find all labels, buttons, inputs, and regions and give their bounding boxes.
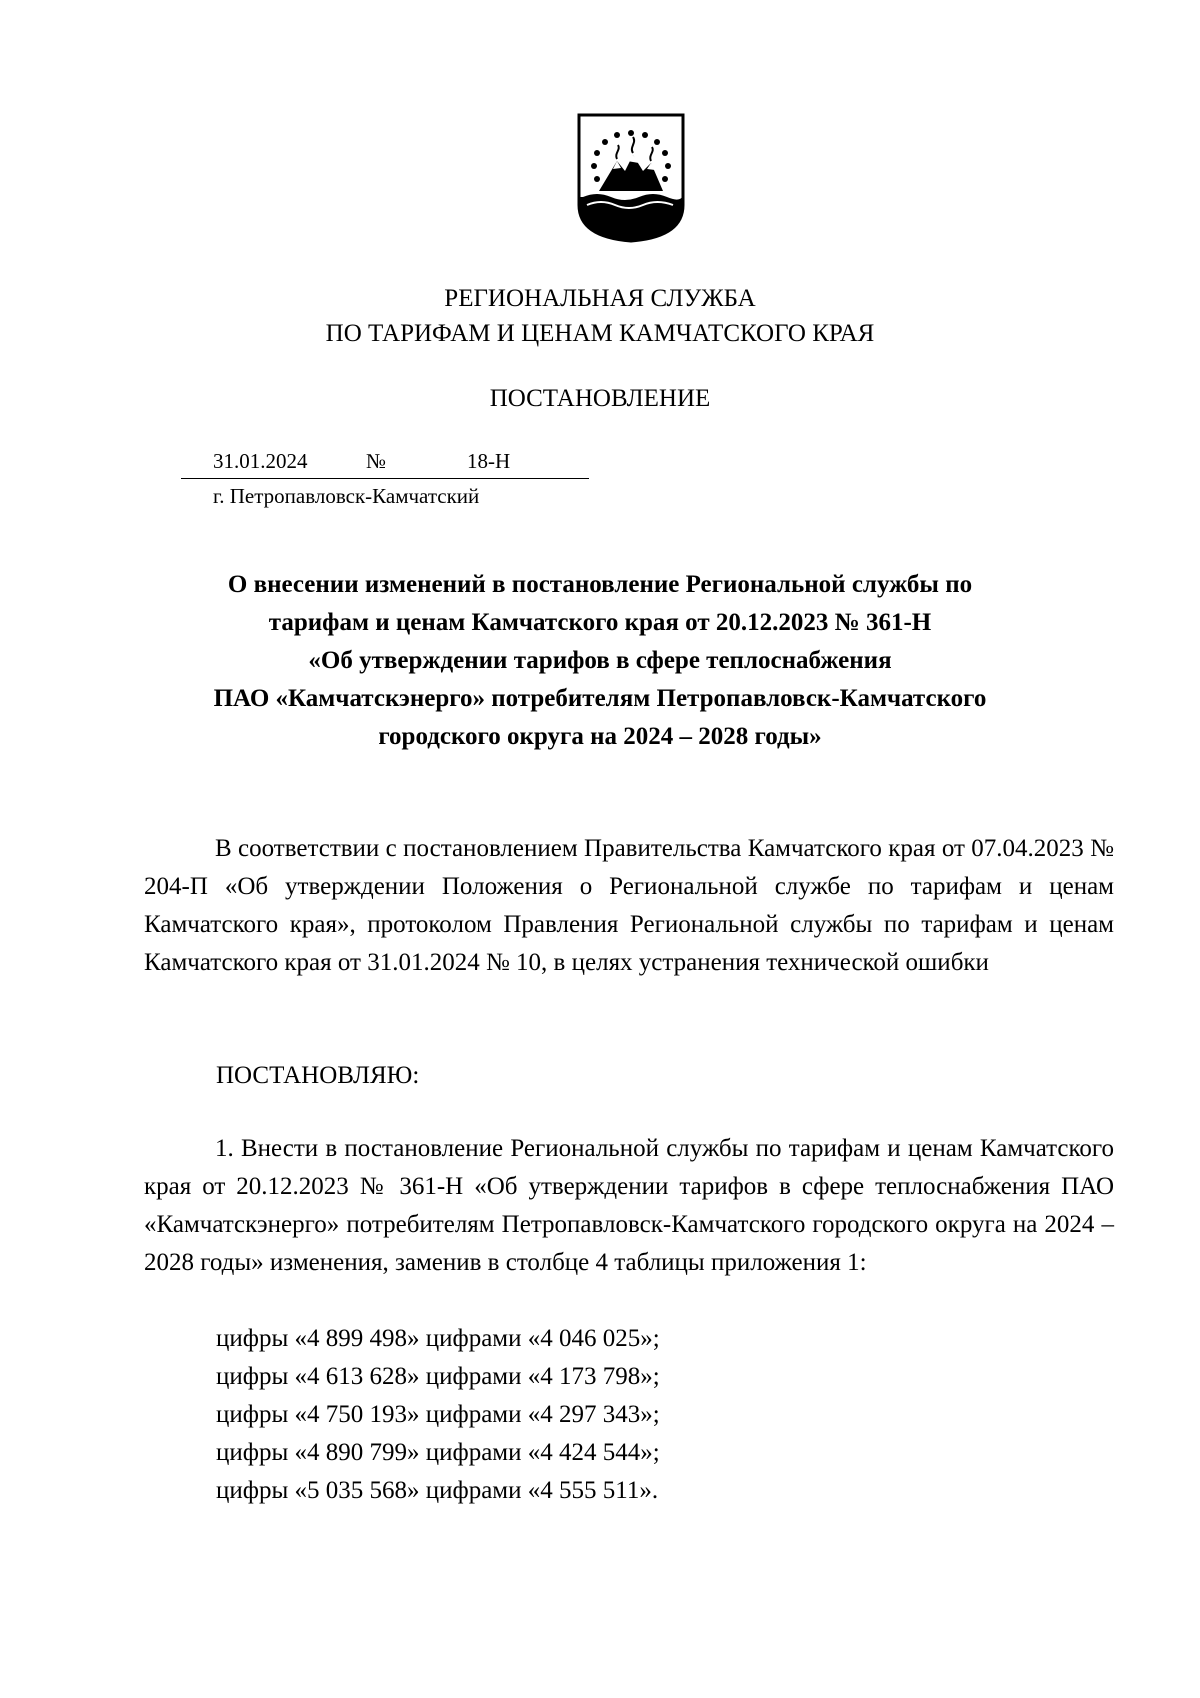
coat-of-arms-icon [577, 113, 685, 243]
organization-name-line2: ПО ТАРИФАМ И ЦЕНАМ КАМЧАТСКОГО КРАЯ [325, 320, 875, 347]
title-line: О внесении изменений в постановление Региональной службы по [227, 571, 973, 598]
replacement-item: цифры «4 899 498» цифрами «4 046 025»; [216, 1325, 660, 1352]
city-name: г. Петропавловск-Камчатский [213, 484, 480, 508]
replacement-item: цифры «5 035 568» цифрами «4 555 511». [216, 1477, 659, 1504]
title-line: «Об утверждении тарифов в сфере теплоснабжения [308, 647, 892, 674]
document-number: 18-Н [467, 449, 511, 473]
title-line: ПАО «Камчатскэнерго» потребителям Петропавловск-Камчатского [213, 685, 987, 712]
replacement-list [216, 1320, 660, 1510]
replacement-item: цифры «4 613 628» цифрами «4 173 798»; [216, 1363, 660, 1390]
document-title [0, 566, 1200, 756]
preamble-paragraph: В соответствии с постановлением Правительства Камчатского края от 07.04.2023 № 204-П «Об утверждении Положения о Региональной службе по тарифам и ценам Камчатского края», протоколом Правления Региональной службы по тарифам и ценам Камчатского края от 31.01.2024 № 10, в целях устранения технической ошибки [144, 835, 1114, 976]
document-date: 31.01.2024 [213, 449, 308, 473]
clause-1-paragraph: 1. Внести в постановление Региональной службы по тарифам и ценам Камчатского края от 20.12.2023 № 361-Н «Об утверждении тарифов в сфере теплоснабжения ПАО «Камчатскэнерго» потребителям Петропавловск-Камчатского городского округа на 2024 – 2028 годы» изменения, заменив в столбце 4 таблицы приложения 1: [144, 1135, 1114, 1276]
replacement-item: цифры «4 750 193» цифрами «4 297 343»; [216, 1401, 660, 1428]
decree-word: ПОСТАНОВЛЯЮ: [216, 1062, 420, 1089]
replacement-item: цифры «4 890 799» цифрами «4 424 544»; [216, 1439, 660, 1466]
title-line: тарифам и ценам Камчатского края от 20.12.2023 № 361-Н [268, 609, 932, 636]
organization-name-line1: РЕГИОНАЛЬНАЯ СЛУЖБА [444, 285, 756, 312]
number-sign: № [366, 449, 387, 473]
date-number-row [181, 446, 589, 479]
title-line: городского округа на 2024 – 2028 годы» [378, 723, 822, 750]
document-type: ПОСТАНОВЛЕНИЕ [489, 385, 711, 412]
